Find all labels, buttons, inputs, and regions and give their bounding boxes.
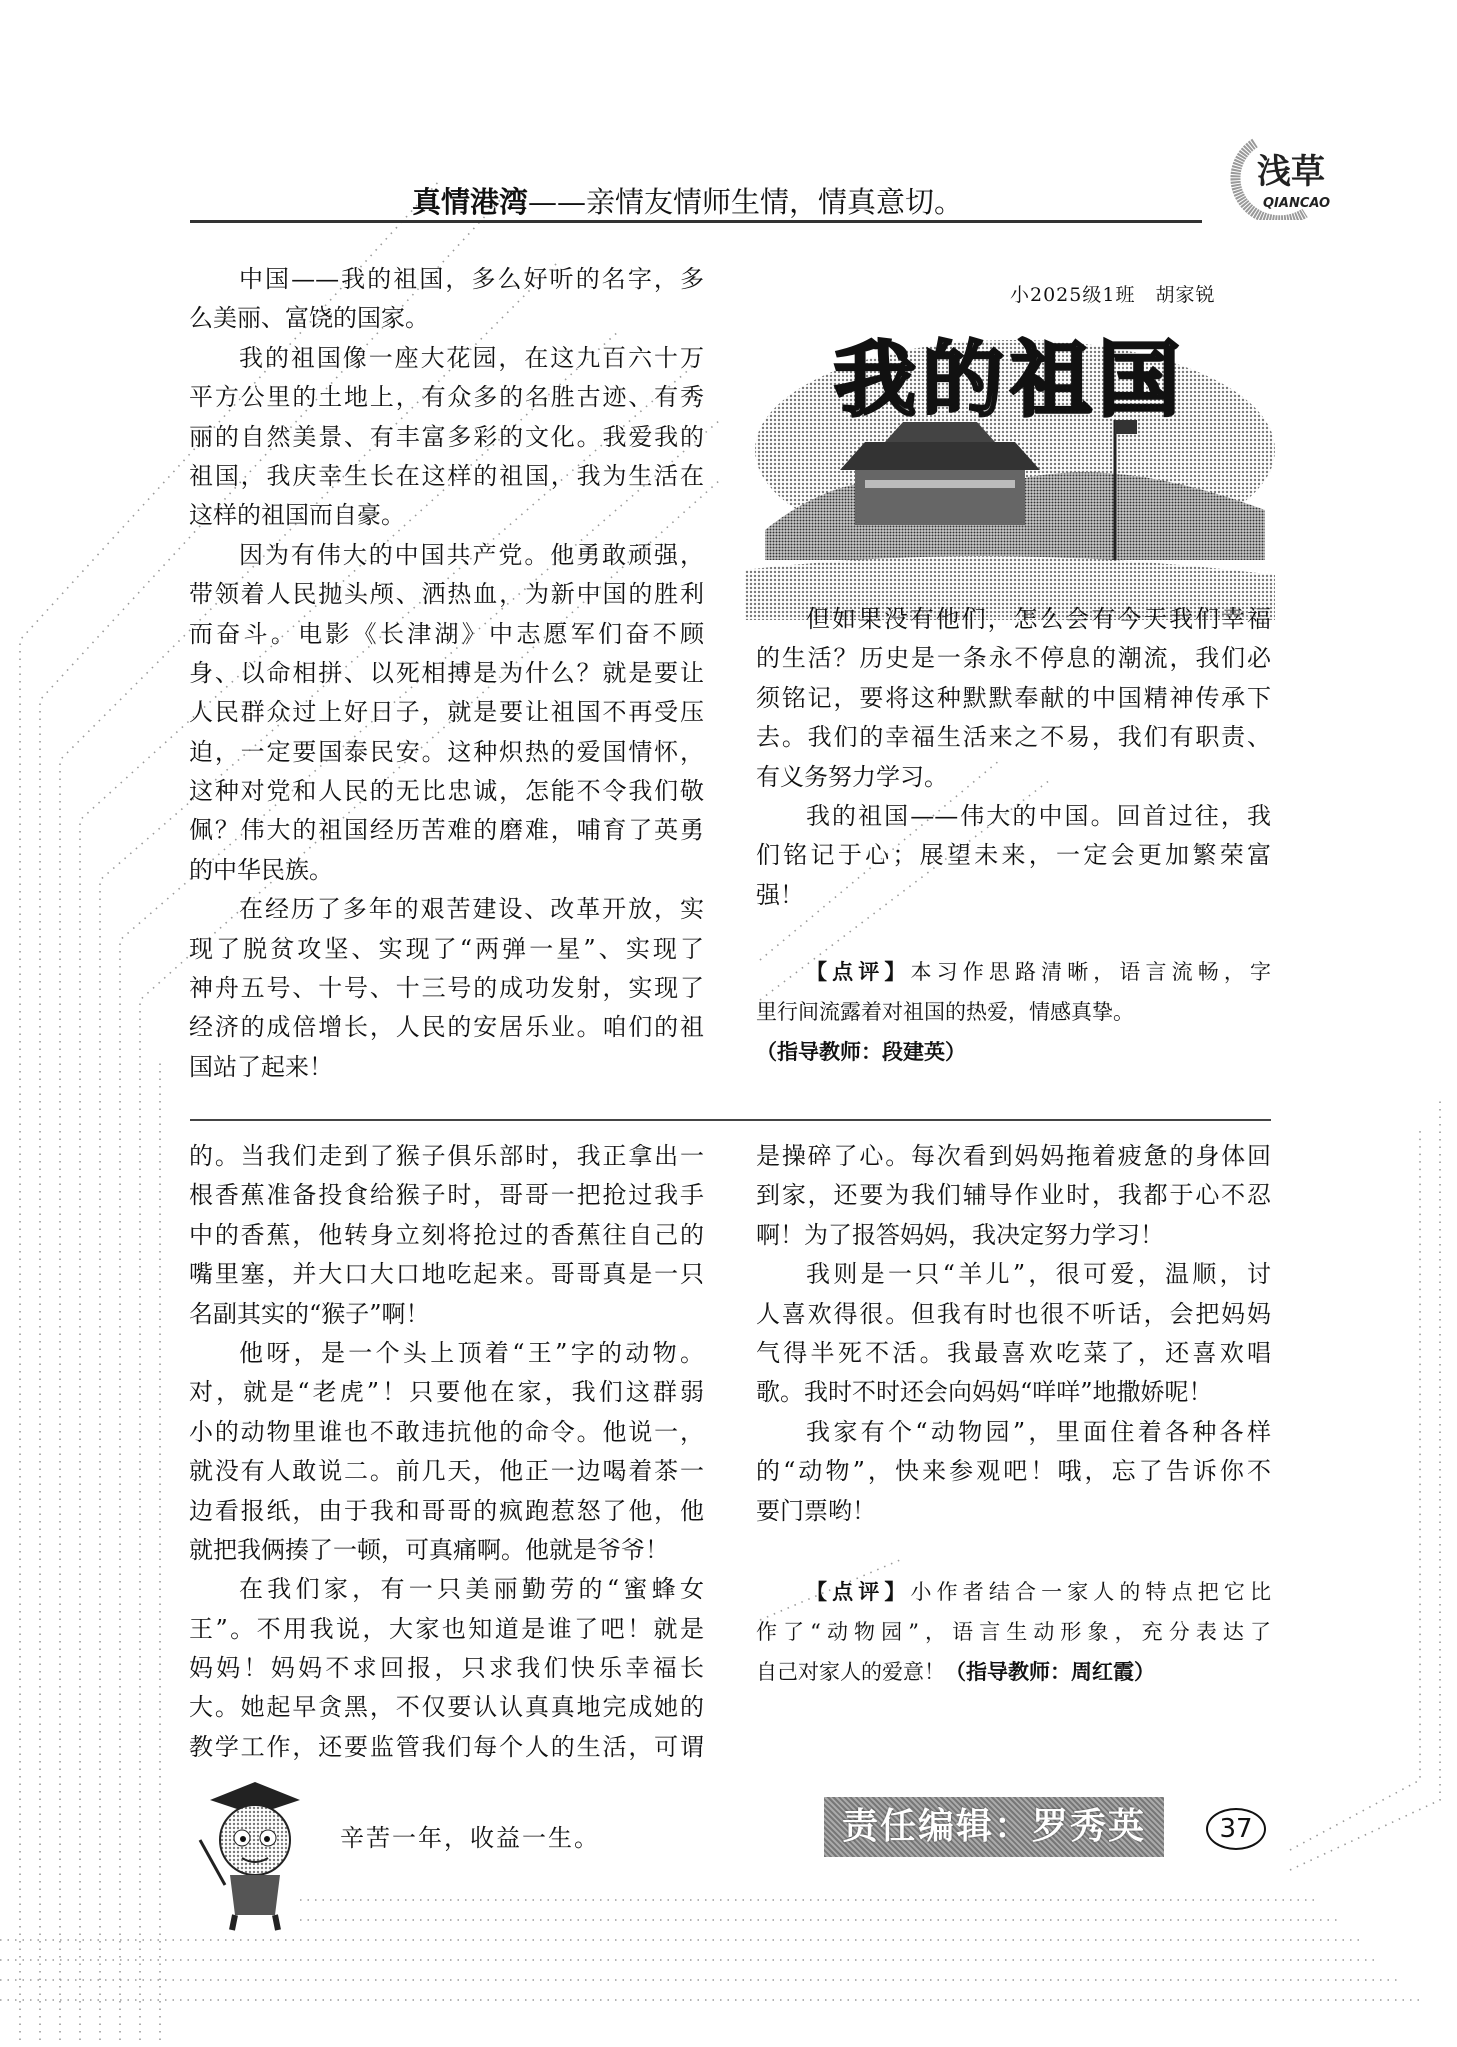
- text-line: 这种对党和人民的无比忠诚，怎能不令我们敬: [189, 777, 704, 806]
- text-line: 气得半死不活。我最喜欢吃菜了，还喜欢唱: [756, 1338, 1271, 1367]
- qiancao-logo: [1185, 135, 1350, 220]
- text-line: 迫，一定要国泰民安。这种炽热的爱国情怀，: [189, 737, 704, 766]
- text-line: 丽的自然美景、有丰富多彩的文化。我爱我的: [189, 422, 704, 451]
- text-line: 的中华民族。: [189, 855, 333, 884]
- text-line: 们铭记于心；展望未来，一定会更加繁荣富: [756, 841, 1271, 870]
- text-line: 在经历了多年的艰苦建设、改革开放，实: [239, 895, 704, 924]
- text-line: 是操碎了心。每次看到妈妈拖着疲惫的身体回: [756, 1142, 1271, 1170]
- svg-text:QIANCAO: QIANCAO: [1263, 196, 1331, 211]
- article-divider: [190, 1119, 1271, 1121]
- footer-slogan: 辛苦一年，收益一生。: [340, 1824, 600, 1852]
- comment-text: 小作者结合一家人的特点把它比: [910, 1580, 1272, 1604]
- text-line: 嘴里塞，并大口大口地吃起来。哥哥真是一只: [189, 1260, 704, 1289]
- section-subtitle: ——亲情友情师生情，情真意切。: [528, 185, 964, 219]
- comment-text: 本习作思路清晰，语言流畅，字: [910, 960, 1272, 984]
- text-line: 小的动物里谁也不敢违抗他的命令。他说一，: [189, 1417, 704, 1446]
- text-line: 平方公里的土地上，有众多的名胜古迹、有秀: [189, 383, 704, 412]
- responsible-editor: 责任编辑：罗秀英: [824, 1797, 1164, 1857]
- text-line: 名副其实的“猴子”啊！: [189, 1299, 430, 1328]
- article1-right-column: [756, 600, 1271, 915]
- text-line: 神舟五号、十号、十三号的成功发射，实现了: [189, 974, 704, 1003]
- section-name: 真情港湾: [412, 185, 529, 219]
- text-line: 么美丽、富饶的国家。: [189, 304, 429, 333]
- text-line: 去。我们的幸福生活来之不易，我们有职责、: [756, 723, 1271, 752]
- text-line: 要门票哟！: [756, 1496, 876, 1525]
- text-line: 大。她起早贪黑，不仅要认认真真地完成她的: [189, 1693, 704, 1722]
- text-line: 人喜欢得很。但我有时也很不听话，会把妈妈: [756, 1299, 1271, 1328]
- comment-text: 里行间流露着对祖国的热爱，情感真挚。: [756, 1000, 1134, 1024]
- text-line: 身、以命相拼、以死相搏是为什么？就是要让: [189, 658, 704, 687]
- text-line: 国站了起来！: [189, 1052, 333, 1081]
- text-line: 他呀，是一个头上顶着“王”字的动物。: [239, 1338, 704, 1367]
- text-line: 我则是一只“羊儿”，很可爱，温顺，讨: [806, 1260, 1271, 1289]
- article2-comment: [756, 1572, 1271, 1692]
- text-line: 因为有伟大的中国共产党。他勇敢顽强，: [239, 540, 704, 569]
- text-line: 对，就是“老虎”！只要他在家，我们这群弱: [189, 1378, 704, 1407]
- text-line: 就没有人敢说二。前几天，他正一边喝着茶一: [189, 1457, 704, 1486]
- article2-right-column: [756, 1137, 1271, 1531]
- text-line: 祖国，我庆幸生长在这样的祖国，我为生活在: [189, 461, 704, 490]
- article-title: 我的祖国: [833, 333, 1187, 428]
- svg-text:浅草: 浅草: [1257, 152, 1325, 192]
- text-line: 我的祖国像一座大花园，在这九百六十万: [239, 343, 704, 372]
- text-line: 但如果没有他们，怎么会有今天我们幸福: [806, 605, 1271, 633]
- text-line: 这样的祖国而自豪。: [189, 501, 405, 530]
- article1-left-column: [189, 260, 704, 1087]
- text-line: 强！: [756, 880, 804, 909]
- text-line: 歌。我时不时还会向妈妈“咩咩”地撒娇呢！: [756, 1378, 1213, 1407]
- section-header: [412, 180, 963, 221]
- text-line: 根香蕉准备投食给猴子时，哥哥一把抢过我手: [189, 1181, 704, 1210]
- text-line: 到家，还要为我们辅导作业时，我都于心不忍: [756, 1181, 1271, 1210]
- text-line: 王”。不用我说，大家也知道是谁了吧！就是: [189, 1614, 704, 1643]
- monkey-graduate-mascot-icon: [180, 1770, 320, 1935]
- page-number: 37: [1206, 1808, 1266, 1850]
- text-line: 中国——我的祖国，多么好听的名字，多: [239, 265, 704, 293]
- text-line: 在我们家，有一只美丽勤劳的“蜜蜂女: [239, 1575, 704, 1604]
- text-line: 的生活？历史是一条永不停息的潮流，我们必: [756, 644, 1271, 673]
- teacher-credit: （指导教师：周红霞）: [945, 1660, 1155, 1684]
- comment-text: 自己对家人的爱意！: [756, 1660, 945, 1684]
- comment-tag: 【点评】: [806, 960, 911, 984]
- text-line: 现了脱贫攻坚、实现了“两弹一星”、实现了: [189, 934, 704, 963]
- comment-tag: 【点评】: [806, 1580, 911, 1604]
- text-line: 教学工作，还要监管我们每个人的生活，可谓: [189, 1732, 704, 1761]
- text-line: 就把我俩揍了一顿，可真痛啊。他就是爷爷！: [189, 1535, 669, 1564]
- text-line: 须铭记，要将这种默默奉献的中国精神传承下: [756, 683, 1271, 712]
- author-byline: 小2025级1班 胡家锐: [1010, 284, 1216, 306]
- text-line: 的“动物”，快来参观吧！哦，忘了告诉你不: [756, 1457, 1271, 1486]
- text-line: 我家有个“动物园”，里面住着各种各样: [806, 1417, 1271, 1446]
- text-line: 佩？伟大的祖国经历苦难的磨难，哺育了英勇: [189, 816, 704, 845]
- text-line: 人民群众过上好日子，就是要让祖国不再受压: [189, 698, 704, 727]
- text-line: 边看报纸，由于我和哥哥的疯跑惹怒了他，他: [189, 1496, 704, 1525]
- article2-left-column: [189, 1137, 704, 1767]
- text-line: 我的祖国——伟大的中国。回首过往，我: [806, 801, 1271, 830]
- header-rule: [190, 220, 1202, 223]
- text-line: 啊！为了报答妈妈，我决定努力学习！: [756, 1220, 1164, 1249]
- text-line: 妈妈！妈妈不求回报，只求我们快乐幸福长: [189, 1654, 704, 1683]
- text-line: 带领着人民抛头颅、洒热血，为新中国的胜利: [189, 580, 704, 609]
- teacher-credit: （指导教师：段建英）: [756, 1040, 966, 1064]
- article-title-illustration: [745, 330, 1275, 620]
- text-line: 而奋斗。电影《长津湖》中志愿军们奋不顾: [189, 619, 704, 648]
- text-line: 的。当我们走到了猴子俱乐部时，我正拿出一: [189, 1142, 704, 1170]
- article1-comment: [756, 952, 1271, 1072]
- text-line: 中的香蕉，他转身立刻将抢过的香蕉往自己的: [189, 1220, 704, 1249]
- comment-text: 作了“动物园”，语言生动形象，充分表达了: [756, 1620, 1271, 1644]
- text-line: 有义务努力学习。: [756, 762, 948, 791]
- text-line: 经济的成倍增长，人民的安居乐业。咱们的祖: [189, 1013, 704, 1042]
